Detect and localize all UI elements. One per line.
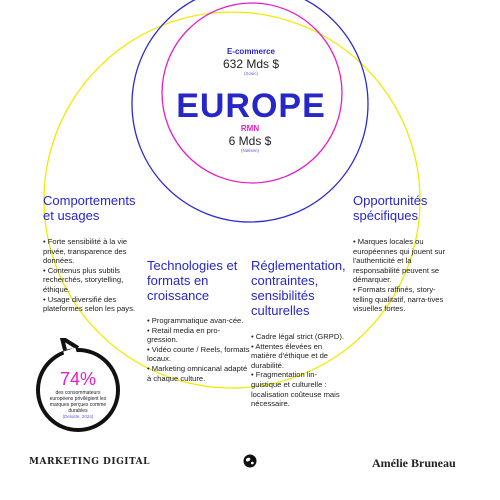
list-item: • Cadre légal strict (GRPD). <box>251 332 347 342</box>
ecommerce-source: (Sosic) <box>243 71 258 76</box>
list-item: • Forte sensibilité à la vie privée, transparence des données. <box>43 237 148 266</box>
list-item: • Formats raffinés, story-telling qualitatif, narra-tives visuelles fortes. <box>353 285 455 314</box>
stat-value: 74% <box>59 369 97 389</box>
column-comportements <box>43 193 148 314</box>
list-item: • Programmatique avan-cée. <box>147 316 250 326</box>
bullet-list <box>353 237 455 314</box>
list-item: • Retail media en pro-gression. <box>147 326 250 345</box>
list-item: • Usage diversifié des plateformes selon les pays. <box>43 295 148 314</box>
stat-block <box>46 370 110 420</box>
stat-text: des consommateurs européens privilégient les marques perçues comme durables <box>49 390 107 414</box>
rmn-value: 6 Mds $ <box>228 134 272 148</box>
ecommerce-label: E-commerce <box>226 47 276 56</box>
list-item: • Marketing omnicanal adapté à chaque culture. <box>147 364 250 383</box>
list-item: • Vidéo courte / Reels, formats locaux. <box>147 345 250 364</box>
column-reglementation <box>251 258 347 409</box>
column-technologies <box>147 258 250 383</box>
column-title: Réglementation, contraintes, sensibilités culturelles <box>251 258 346 318</box>
footer-author: Amélie Bruneau <box>372 456 456 470</box>
page-title: EUROPE <box>176 87 326 125</box>
rmn-source: (Nielsen) <box>240 148 259 153</box>
bullet-list <box>43 237 148 314</box>
list-item: • Marques locales ou européennes qui jouent sur l'authenticité et la responsabilité peuvent se démarquer. <box>353 237 455 285</box>
bullet-list <box>251 332 347 409</box>
column-opportunites <box>353 193 455 314</box>
stat-source: (Deloitte, 2024) <box>62 414 94 419</box>
list-item: • Attentes élevées en matière d'éthique et de durabilité. <box>251 342 347 371</box>
globe-icon <box>243 454 257 468</box>
column-title: Comportements et usages <box>43 193 136 223</box>
column-title: Technologies et formats en croissance <box>147 258 238 303</box>
footer-brand: MARKETING DIGITAL <box>29 457 150 467</box>
rmn-label: RMN <box>240 124 260 133</box>
ecommerce-block <box>181 47 321 76</box>
column-title: Opportunités spécifiques <box>353 193 428 223</box>
bullet-list <box>147 316 250 383</box>
rmn-block <box>180 124 320 153</box>
list-item: • Fragmentation lin-guistique et culturelle : localisation coûteuse mais nécessaire. <box>251 370 347 408</box>
ecommerce-value: 632 Mds $ <box>222 57 280 71</box>
list-item: • Contenus plus subtils recherchés, storytelling, éthique. <box>43 266 148 295</box>
